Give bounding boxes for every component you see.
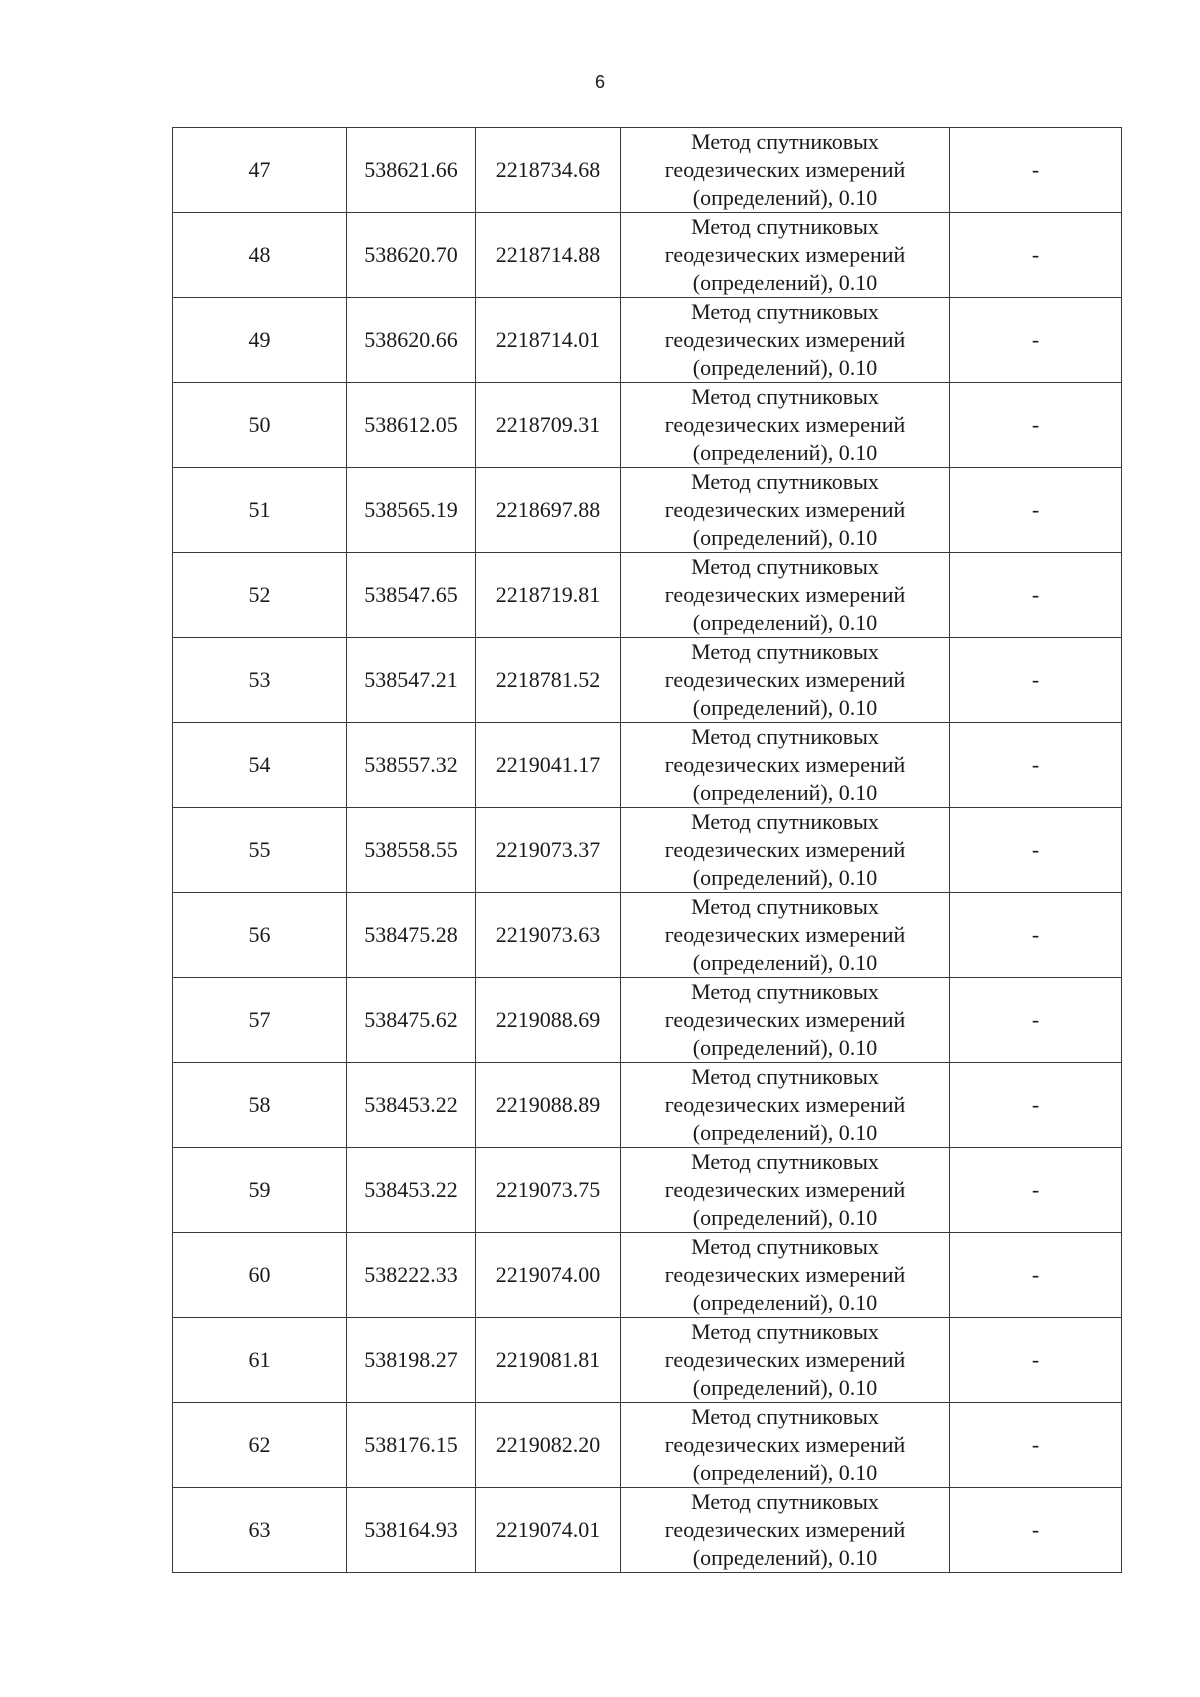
note-cell: - [950, 723, 1122, 808]
note-cell: - [950, 128, 1122, 213]
point-number-cell: 63 [173, 1488, 347, 1573]
x-coordinate-cell: 538453.22 [347, 1148, 476, 1233]
x-coordinate-cell: 538547.65 [347, 553, 476, 638]
y-coordinate-cell: 2219074.01 [476, 1488, 621, 1573]
point-number-cell: 52 [173, 553, 347, 638]
point-number-cell: 61 [173, 1318, 347, 1403]
method-accuracy-cell: Метод спутниковых геодезических измерений (определений), 0.10 [621, 638, 950, 723]
x-coordinate-cell: 538198.27 [347, 1318, 476, 1403]
table-row [173, 298, 1122, 383]
note-cell: - [950, 978, 1122, 1063]
point-number-cell: 59 [173, 1148, 347, 1233]
note-cell: - [950, 1403, 1122, 1488]
coordinates-table-body [173, 128, 1122, 1573]
note-cell: - [950, 213, 1122, 298]
y-coordinate-cell: 2219081.81 [476, 1318, 621, 1403]
method-accuracy-cell: Метод спутниковых геодезических измерений (определений), 0.10 [621, 213, 950, 298]
table-row [173, 723, 1122, 808]
point-number-cell: 49 [173, 298, 347, 383]
x-coordinate-cell: 538620.66 [347, 298, 476, 383]
x-coordinate-cell: 538475.62 [347, 978, 476, 1063]
note-cell: - [950, 1488, 1122, 1573]
y-coordinate-cell: 2218709.31 [476, 383, 621, 468]
note-cell: - [950, 383, 1122, 468]
table-row [173, 1318, 1122, 1403]
y-coordinate-cell: 2219088.69 [476, 978, 621, 1063]
x-coordinate-cell: 538621.66 [347, 128, 476, 213]
y-coordinate-cell: 2218697.88 [476, 468, 621, 553]
note-cell: - [950, 1148, 1122, 1233]
x-coordinate-cell: 538222.33 [347, 1233, 476, 1318]
y-coordinate-cell: 2219073.37 [476, 808, 621, 893]
method-accuracy-cell: Метод спутниковых геодезических измерений (определений), 0.10 [621, 1403, 950, 1488]
table-row [173, 1063, 1122, 1148]
point-number-cell: 47 [173, 128, 347, 213]
point-number-cell: 55 [173, 808, 347, 893]
note-cell: - [950, 808, 1122, 893]
point-number-cell: 62 [173, 1403, 347, 1488]
x-coordinate-cell: 538565.19 [347, 468, 476, 553]
method-accuracy-cell: Метод спутниковых геодезических измерений (определений), 0.10 [621, 1488, 950, 1573]
method-accuracy-cell: Метод спутниковых геодезических измерений (определений), 0.10 [621, 723, 950, 808]
page-number: 6 [594, 72, 605, 92]
note-cell: - [950, 1233, 1122, 1318]
x-coordinate-cell: 538475.28 [347, 893, 476, 978]
y-coordinate-cell: 2219082.20 [476, 1403, 621, 1488]
point-number-cell: 57 [173, 978, 347, 1063]
table-row [173, 1233, 1122, 1318]
table-row [173, 808, 1122, 893]
y-coordinate-cell: 2218714.88 [476, 213, 621, 298]
method-accuracy-cell: Метод спутниковых геодезических измерений (определений), 0.10 [621, 553, 950, 638]
note-cell: - [950, 553, 1122, 638]
x-coordinate-cell: 538612.05 [347, 383, 476, 468]
table-row [173, 1488, 1122, 1573]
note-cell: - [950, 298, 1122, 383]
method-accuracy-cell: Метод спутниковых геодезических измерений (определений), 0.10 [621, 893, 950, 978]
point-number-cell: 48 [173, 213, 347, 298]
method-accuracy-cell: Метод спутниковых геодезических измерений (определений), 0.10 [621, 1148, 950, 1233]
method-accuracy-cell: Метод спутниковых геодезических измерений (определений), 0.10 [621, 1318, 950, 1403]
point-number-cell: 54 [173, 723, 347, 808]
x-coordinate-cell: 538558.55 [347, 808, 476, 893]
y-coordinate-cell: 2218719.81 [476, 553, 621, 638]
table-row [173, 1403, 1122, 1488]
point-number-cell: 60 [173, 1233, 347, 1318]
x-coordinate-cell: 538164.93 [347, 1488, 476, 1573]
x-coordinate-cell: 538176.15 [347, 1403, 476, 1488]
method-accuracy-cell: Метод спутниковых геодезических измерений (определений), 0.10 [621, 978, 950, 1063]
table-row [173, 468, 1122, 553]
y-coordinate-cell: 2219074.00 [476, 1233, 621, 1318]
y-coordinate-cell: 2218734.68 [476, 128, 621, 213]
point-number-cell: 56 [173, 893, 347, 978]
point-number-cell: 51 [173, 468, 347, 553]
y-coordinate-cell: 2219073.75 [476, 1148, 621, 1233]
method-accuracy-cell: Метод спутниковых геодезических измерений (определений), 0.10 [621, 383, 950, 468]
method-accuracy-cell: Метод спутниковых геодезических измерений (определений), 0.10 [621, 808, 950, 893]
table-row [173, 213, 1122, 298]
note-cell: - [950, 1318, 1122, 1403]
method-accuracy-cell: Метод спутниковых геодезических измерений (определений), 0.10 [621, 1063, 950, 1148]
note-cell: - [950, 1063, 1122, 1148]
table-row [173, 128, 1122, 213]
method-accuracy-cell: Метод спутниковых геодезических измерений (определений), 0.10 [621, 1233, 950, 1318]
note-cell: - [950, 893, 1122, 978]
method-accuracy-cell: Метод спутниковых геодезических измерений (определений), 0.10 [621, 128, 950, 213]
x-coordinate-cell: 538557.32 [347, 723, 476, 808]
coordinates-table [172, 127, 1122, 1573]
table-row [173, 638, 1122, 723]
x-coordinate-cell: 538453.22 [347, 1063, 476, 1148]
y-coordinate-cell: 2219088.89 [476, 1063, 621, 1148]
y-coordinate-cell: 2218781.52 [476, 638, 621, 723]
point-number-cell: 58 [173, 1063, 347, 1148]
point-number-cell: 50 [173, 383, 347, 468]
method-accuracy-cell: Метод спутниковых геодезических измерений (определений), 0.10 [621, 468, 950, 553]
table-row [173, 893, 1122, 978]
y-coordinate-cell: 2219041.17 [476, 723, 621, 808]
method-accuracy-cell: Метод спутниковых геодезических измерений (определений), 0.10 [621, 298, 950, 383]
table-row [173, 553, 1122, 638]
note-cell: - [950, 468, 1122, 553]
y-coordinate-cell: 2218714.01 [476, 298, 621, 383]
x-coordinate-cell: 538547.21 [347, 638, 476, 723]
point-number-cell: 53 [173, 638, 347, 723]
note-cell: - [950, 638, 1122, 723]
table-row [173, 1148, 1122, 1233]
table-row [173, 383, 1122, 468]
x-coordinate-cell: 538620.70 [347, 213, 476, 298]
y-coordinate-cell: 2219073.63 [476, 893, 621, 978]
table-row [173, 978, 1122, 1063]
